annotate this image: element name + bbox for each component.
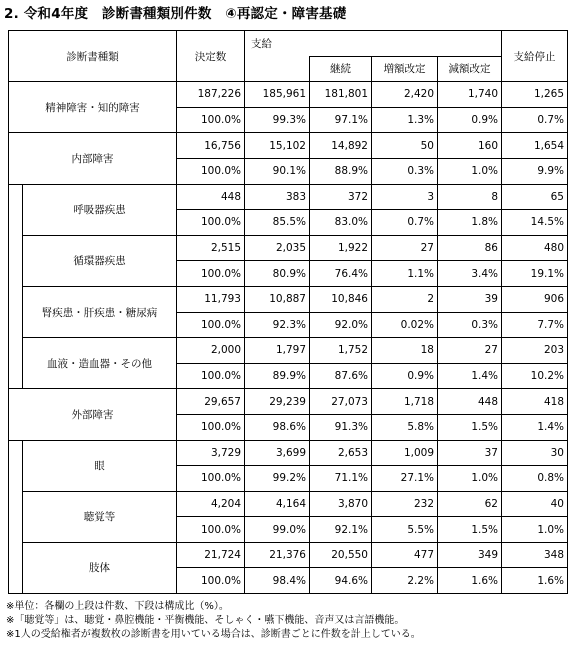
cell-increase: 0.02%: [372, 312, 438, 338]
cell-continued: 94.6%: [310, 568, 372, 594]
footnotes: [6, 600, 421, 642]
cell-decrease: 37: [438, 440, 502, 466]
data-table: [8, 30, 568, 594]
cell-stopped: 19.1%: [502, 261, 568, 287]
table-row: [9, 286, 568, 312]
cell-decided: 100.0%: [177, 466, 245, 492]
cell-decrease: 8: [438, 184, 502, 210]
cell-decided: 11,793: [177, 286, 245, 312]
cell-paid: 80.9%: [245, 261, 310, 287]
cell-stopped: 40: [502, 491, 568, 517]
cell-paid: 185,961: [245, 82, 310, 108]
cell-continued: 10,846: [310, 286, 372, 312]
header-continued: 継続: [310, 56, 372, 82]
cell-decided: 100.0%: [177, 568, 245, 594]
cell-stopped: 14.5%: [502, 210, 568, 236]
cell-continued: 87.6%: [310, 363, 372, 389]
group-spine: [9, 338, 23, 389]
cell-decrease: 1.0%: [438, 158, 502, 184]
cell-paid: 4,164: [245, 491, 310, 517]
cell-continued: 3,870: [310, 491, 372, 517]
cell-increase: 1.1%: [372, 261, 438, 287]
table-row: [9, 542, 568, 568]
cell-paid: 3,699: [245, 440, 310, 466]
cell-continued: 88.9%: [310, 158, 372, 184]
cell-paid: 99.3%: [245, 107, 310, 133]
cell-stopped: 1.4%: [502, 414, 568, 440]
cell-increase: 0.7%: [372, 210, 438, 236]
cell-decided: 100.0%: [177, 517, 245, 543]
cell-increase: 232: [372, 491, 438, 517]
cell-decrease: 39: [438, 286, 502, 312]
cell-continued: 92.0%: [310, 312, 372, 338]
cell-stopped: 1,265: [502, 82, 568, 108]
cell-increase: 0.9%: [372, 363, 438, 389]
cell-stopped: 30: [502, 440, 568, 466]
cell-paid: 99.0%: [245, 517, 310, 543]
cell-paid: 98.6%: [245, 414, 310, 440]
cell-stopped: 7.7%: [502, 312, 568, 338]
cell-increase: 477: [372, 542, 438, 568]
cell-continued: 1,922: [310, 235, 372, 261]
footnote-unit: ※単位：各欄の上段は件数、下段は構成比（%）。: [6, 601, 229, 612]
cell-stopped: 0.7%: [502, 107, 568, 133]
cell-increase: 50: [372, 133, 438, 159]
cell-decided: 16,756: [177, 133, 245, 159]
cell-increase: 1,718: [372, 389, 438, 415]
cell-decided: 448: [177, 184, 245, 210]
table-row: [9, 491, 568, 517]
cell-decrease: 1.4%: [438, 363, 502, 389]
cell-stopped: 348: [502, 542, 568, 568]
header-decided: 決定数: [177, 31, 245, 82]
cell-decrease: 1.6%: [438, 568, 502, 594]
cell-stopped: 1.6%: [502, 568, 568, 594]
cell-decrease: 1,740: [438, 82, 502, 108]
cell-continued: 83.0%: [310, 210, 372, 236]
cell-stopped: 480: [502, 235, 568, 261]
header-increase: 増額改定: [372, 56, 438, 82]
table-row: [9, 389, 568, 415]
cell-increase: 3: [372, 184, 438, 210]
cell-increase: 5.8%: [372, 414, 438, 440]
group-spine: [9, 286, 23, 337]
cell-continued: 20,550: [310, 542, 372, 568]
footnote-multiple: ※1人の受給権者が複数枚の診断書を用いている場合は、診断書ごとに件数を計上している。: [6, 629, 421, 640]
cell-stopped: 906: [502, 286, 568, 312]
cell-decrease: 3.4%: [438, 261, 502, 287]
row-label: 精神障害・知的障害: [9, 82, 177, 133]
cell-paid: 1,797: [245, 338, 310, 364]
cell-decrease: 349: [438, 542, 502, 568]
cell-paid: 99.2%: [245, 466, 310, 492]
row-label: 眼: [23, 440, 177, 491]
cell-decrease: 86: [438, 235, 502, 261]
row-label: 腎疾患・肝疾患・糖尿病: [23, 286, 177, 337]
header-row-1: [9, 31, 568, 57]
cell-decrease: 160: [438, 133, 502, 159]
cell-decrease: 448: [438, 389, 502, 415]
cell-decrease: 0.9%: [438, 107, 502, 133]
header-paid: 支給: [245, 31, 502, 57]
cell-paid: 15,102: [245, 133, 310, 159]
table-row: [9, 235, 568, 261]
row-label: 循環器疾患: [23, 235, 177, 286]
table-row: [9, 184, 568, 210]
cell-decrease: 62: [438, 491, 502, 517]
cell-paid: 92.3%: [245, 312, 310, 338]
row-label: 聴覚等: [23, 491, 177, 542]
cell-decided: 100.0%: [177, 261, 245, 287]
cell-continued: 181,801: [310, 82, 372, 108]
cell-increase: 5.5%: [372, 517, 438, 543]
cell-stopped: 418: [502, 389, 568, 415]
cell-continued: 1,752: [310, 338, 372, 364]
cell-decided: 21,724: [177, 542, 245, 568]
footnote-hearing: ※「聴覚等」は、聴覚・鼻腔機能・平衡機能、そしゃく・嚥下機能、音声又は言語機能。: [6, 615, 405, 626]
header-stopped: 支給停止: [502, 31, 568, 82]
cell-increase: 2,420: [372, 82, 438, 108]
row-label: 内部障害: [9, 133, 177, 184]
cell-paid: 21,376: [245, 542, 310, 568]
cell-increase: 2: [372, 286, 438, 312]
cell-continued: 372: [310, 184, 372, 210]
cell-increase: 18: [372, 338, 438, 364]
table-row: [9, 133, 568, 159]
cell-decided: 2,515: [177, 235, 245, 261]
cell-decrease: 1.5%: [438, 414, 502, 440]
cell-decided: 187,226: [177, 82, 245, 108]
table-row: [9, 338, 568, 364]
cell-continued: 2,653: [310, 440, 372, 466]
cell-increase: 1,009: [372, 440, 438, 466]
cell-decrease: 1.5%: [438, 517, 502, 543]
group-spine: [9, 184, 23, 235]
header-category: 診断書種類: [9, 31, 177, 82]
cell-increase: 1.3%: [372, 107, 438, 133]
header-paid-spacer: [245, 56, 310, 82]
cell-decided: 100.0%: [177, 414, 245, 440]
table-row: [9, 440, 568, 466]
cell-stopped: 1,654: [502, 133, 568, 159]
cell-increase: 27.1%: [372, 466, 438, 492]
group-spine: [9, 491, 23, 542]
cell-decided: 3,729: [177, 440, 245, 466]
cell-paid: 90.1%: [245, 158, 310, 184]
cell-continued: 76.4%: [310, 261, 372, 287]
group-spine: [9, 542, 23, 593]
cell-decided: 2,000: [177, 338, 245, 364]
cell-continued: 92.1%: [310, 517, 372, 543]
cell-stopped: 1.0%: [502, 517, 568, 543]
cell-decided: 100.0%: [177, 158, 245, 184]
cell-continued: 71.1%: [310, 466, 372, 492]
cell-increase: 27: [372, 235, 438, 261]
cell-decided: 100.0%: [177, 312, 245, 338]
group-spine: [9, 235, 23, 286]
cell-decrease: 1.0%: [438, 466, 502, 492]
cell-decided: 100.0%: [177, 210, 245, 236]
cell-stopped: 9.9%: [502, 158, 568, 184]
cell-stopped: 10.2%: [502, 363, 568, 389]
cell-paid: 29,239: [245, 389, 310, 415]
cell-decrease: 1.8%: [438, 210, 502, 236]
cell-stopped: 65: [502, 184, 568, 210]
cell-stopped: 203: [502, 338, 568, 364]
cell-continued: 91.3%: [310, 414, 372, 440]
row-label: 呼吸器疾患: [23, 184, 177, 235]
row-label: 外部障害: [9, 389, 177, 440]
header-decrease: 減額改定: [438, 56, 502, 82]
cell-decided: 4,204: [177, 491, 245, 517]
row-label: 血液・造血器・その他: [23, 338, 177, 389]
cell-paid: 2,035: [245, 235, 310, 261]
cell-stopped: 0.8%: [502, 466, 568, 492]
group-spine: [9, 440, 23, 491]
cell-decided: 100.0%: [177, 107, 245, 133]
cell-continued: 14,892: [310, 133, 372, 159]
cell-increase: 0.3%: [372, 158, 438, 184]
cell-paid: 98.4%: [245, 568, 310, 594]
cell-continued: 27,073: [310, 389, 372, 415]
cell-paid: 383: [245, 184, 310, 210]
table-row: [9, 82, 568, 108]
cell-decided: 29,657: [177, 389, 245, 415]
cell-decrease: 27: [438, 338, 502, 364]
page-title: 2. 令和4年度 診断書種類別件数 ④再認定・障害基礎: [4, 6, 347, 22]
cell-paid: 89.9%: [245, 363, 310, 389]
cell-continued: 97.1%: [310, 107, 372, 133]
row-label: 肢体: [23, 542, 177, 593]
cell-increase: 2.2%: [372, 568, 438, 594]
cell-decided: 100.0%: [177, 363, 245, 389]
cell-paid: 85.5%: [245, 210, 310, 236]
cell-decrease: 0.3%: [438, 312, 502, 338]
cell-paid: 10,887: [245, 286, 310, 312]
